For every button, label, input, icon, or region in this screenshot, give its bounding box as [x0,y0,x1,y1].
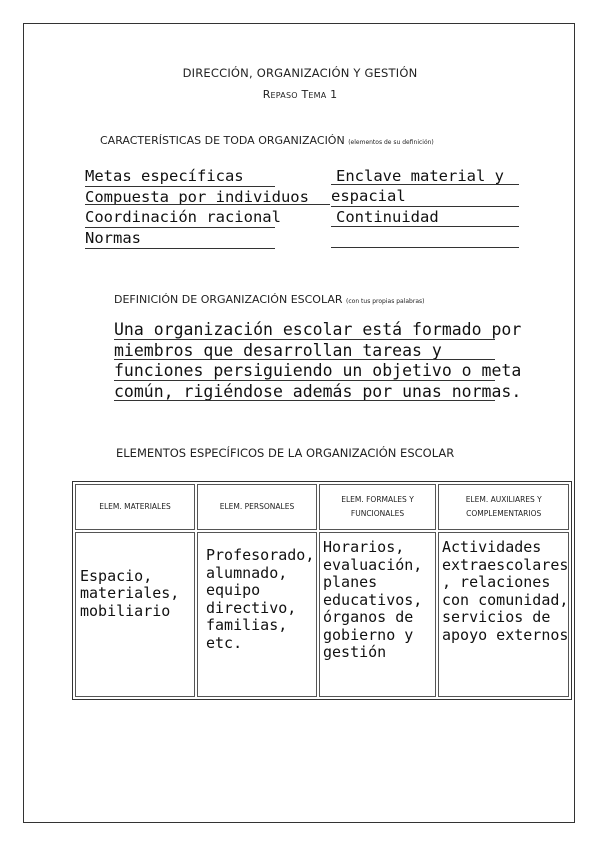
document-subtitle: Repaso Tema 1 [262,88,338,101]
cell-personales: Profesorado, alumnado, equipo directivo, familias, etc. [197,532,317,697]
characteristics-heading-text: CARACTERÍSTICAS DE TODA ORGANIZACIÓN [100,134,345,147]
characteristic-item [331,227,519,248]
underline [85,204,330,205]
underline [114,339,495,340]
definition-note: (con tus propias palabras) [346,298,425,305]
characteristics-heading [100,134,434,147]
definition-line: Una organización escolar está formado por [114,320,522,339]
characteristic-item: Compuesta por individuos [85,188,309,206]
table-header-row [75,484,569,530]
definition-line: miembros que desarrollan tareas y [114,340,442,360]
cell-formales: Horarios, evaluación, planes educativos, órganos de gobierno y gestión [319,532,436,697]
characteristic-item: espacial [331,186,519,207]
column-header-formales: ELEM. FORMALES Y FUNCIONALES [319,484,436,530]
column-header-materiales: ELEM. MATERIALES [75,484,195,530]
characteristic-item: Enclave material y [336,167,504,185]
characteristic-item: Continuidad [331,207,519,227]
column-header-personales: ELEM. PERSONALES [197,484,317,530]
characteristic-item: Metas específicas [85,166,275,187]
underline [331,184,519,185]
definition-line: común, rigiéndose además por unas normas. [114,381,522,401]
characteristic-item: Normas [85,228,275,249]
underline [114,380,495,381]
definition-line: funciones persiguiendo un objetivo o meta [114,361,522,380]
definition-answer [114,320,521,402]
cell-materiales: Espacio, materiales, mobiliario [75,532,195,697]
column-header-auxiliares: ELEM. AUXILIARES Y COMPLEMENTARIOS [438,484,569,530]
underline [114,359,495,360]
characteristics-left-list [85,166,309,249]
underline [114,400,495,401]
definition-heading-text: DEFINICIÓN DE ORGANIZACIÓN ESCOLAR [114,293,343,306]
table-row [75,532,569,697]
characteristics-right-list [331,166,519,248]
elements-table [72,481,572,700]
document-title: DIRECCIÓN, ORGANIZACIÓN Y GESTIÓN [182,66,418,80]
cell-auxiliares: Actividades extraescolares , relaciones con comunidad, servicios de apoyo externos [438,532,569,697]
definition-heading [114,293,424,306]
characteristics-note: (elementos de su definición) [348,139,434,146]
elements-heading: ELEMENTOS ESPECÍFICOS DE LA ORGANIZACIÓN ESCOLAR [116,446,455,460]
characteristic-item: Coordinación racional [85,208,281,226]
